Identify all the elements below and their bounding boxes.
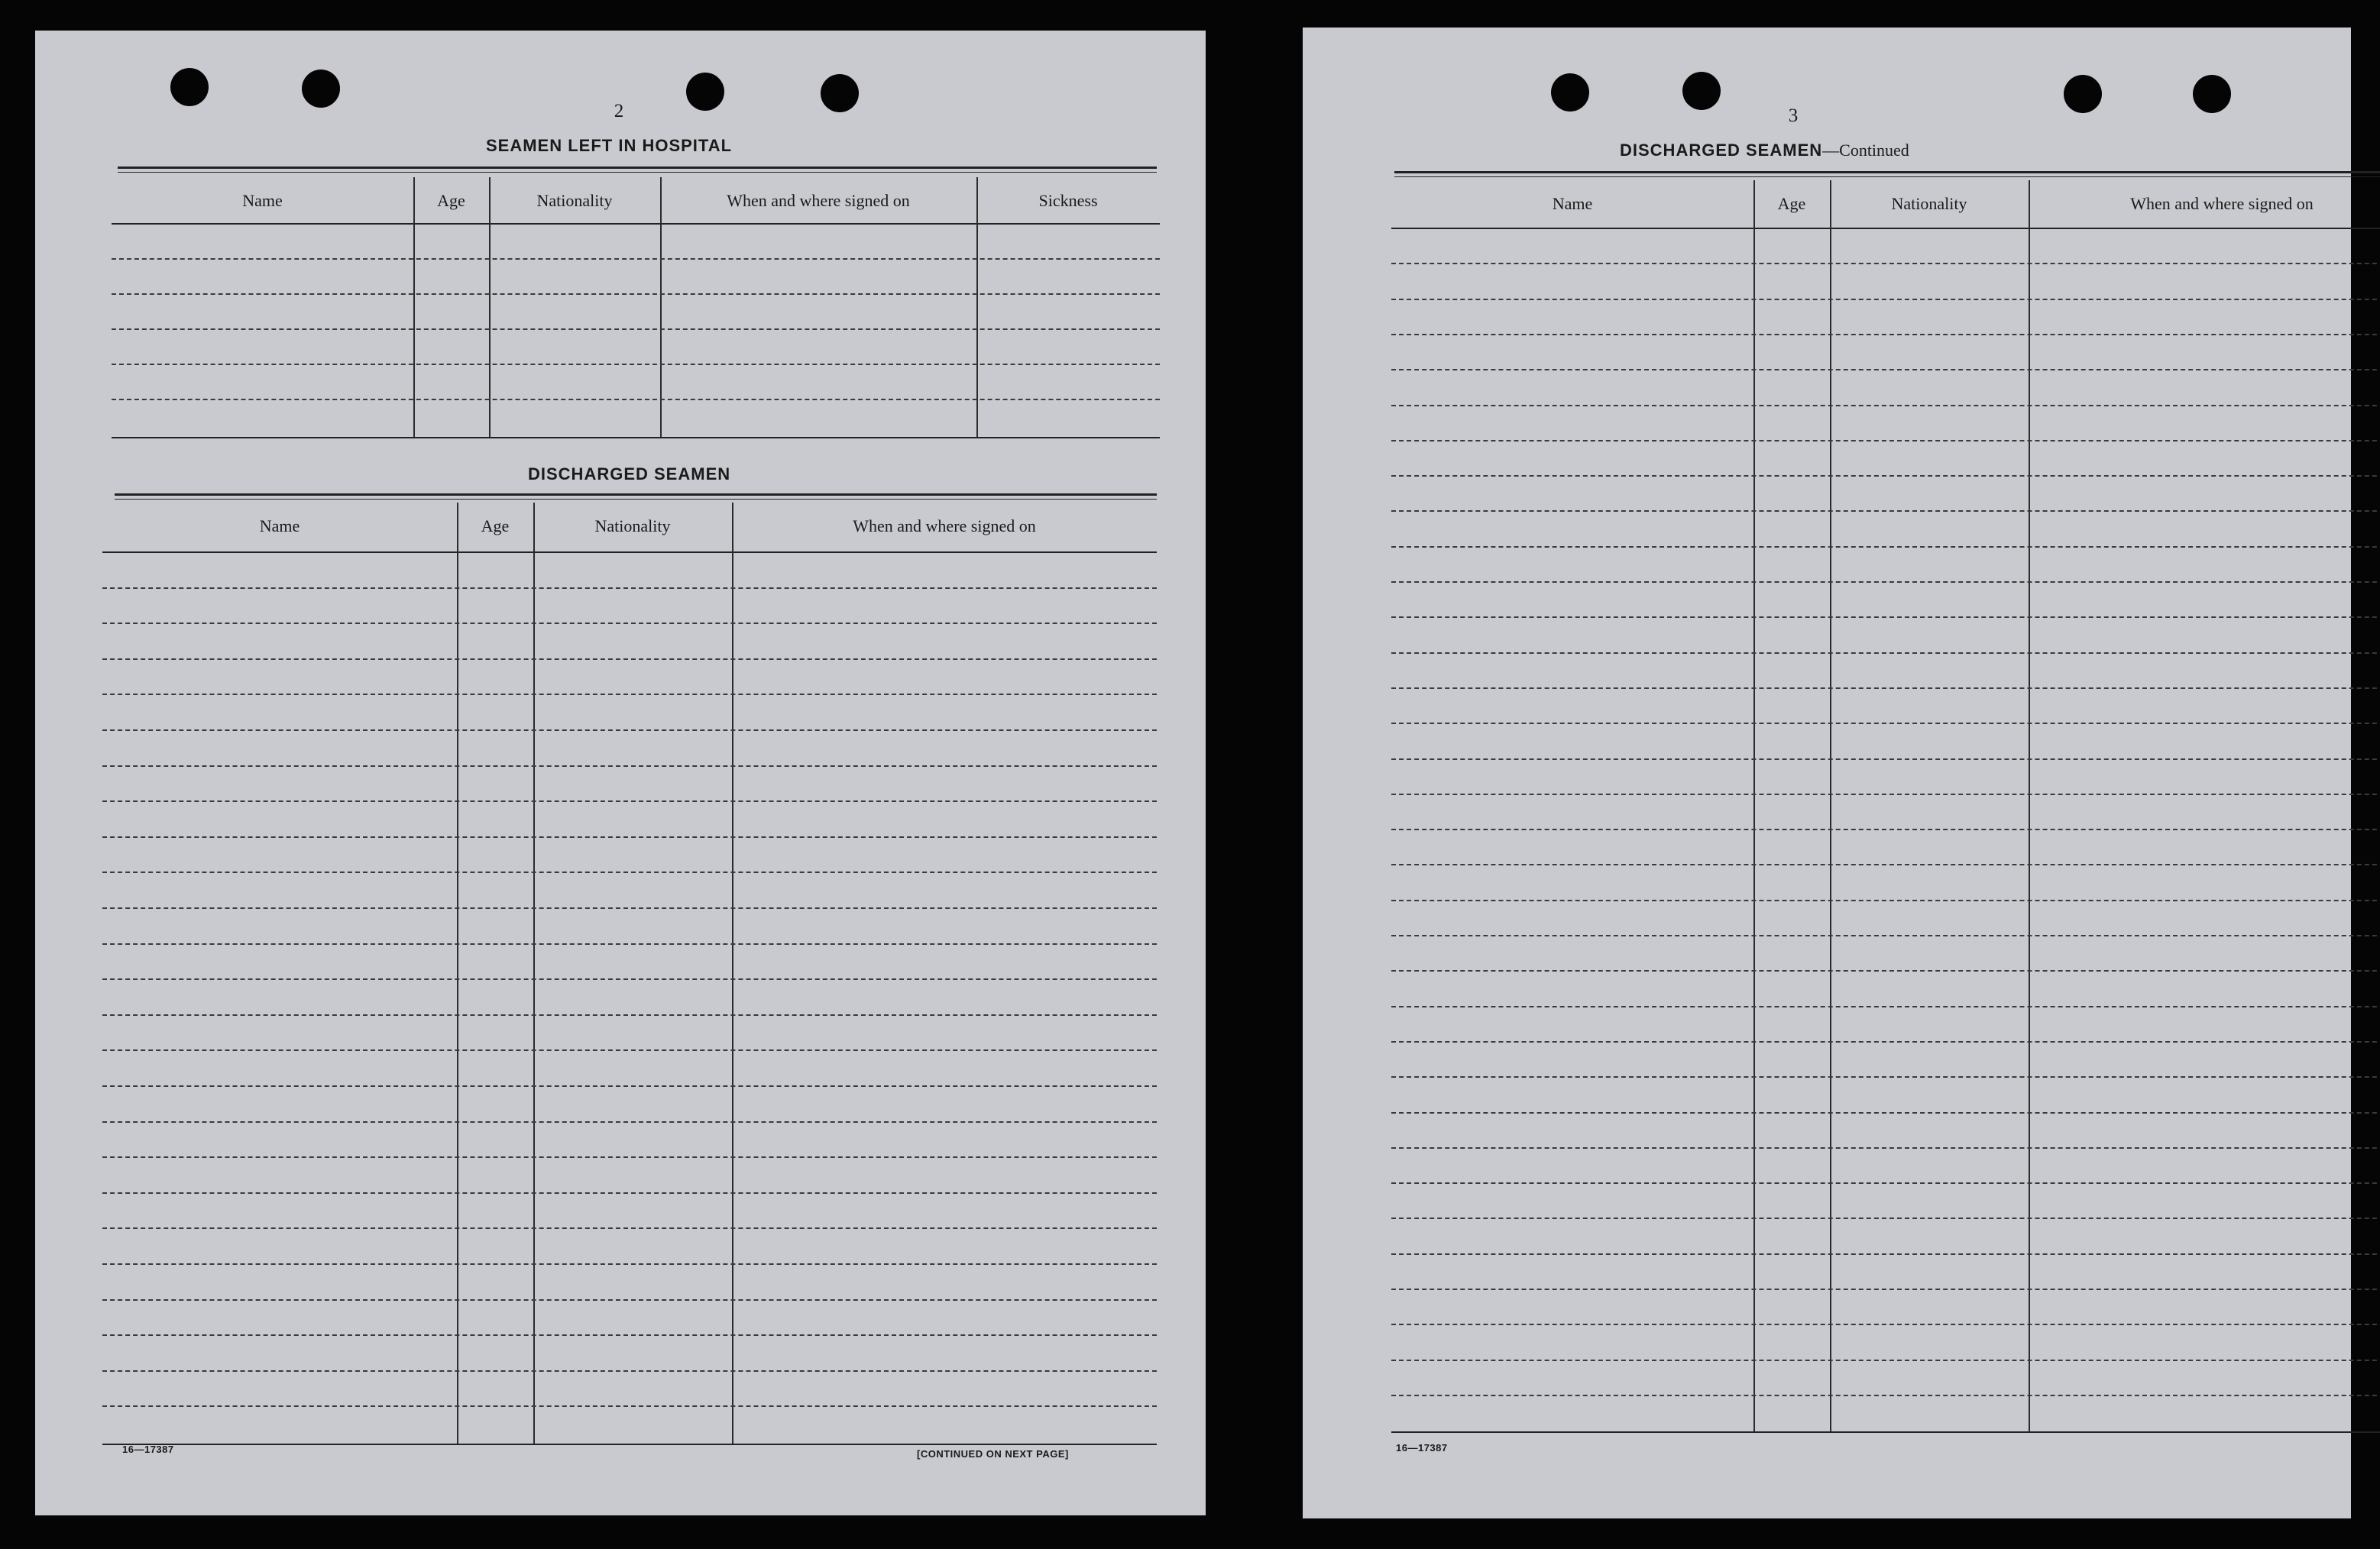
table-row[interactable] (1391, 864, 2380, 865)
table-row[interactable] (102, 694, 1157, 695)
discharged-section-title: DISCHARGED SEAMEN (528, 464, 731, 483)
column-divider (1753, 180, 1755, 1431)
table-row[interactable] (1391, 299, 2380, 300)
discharged-header-when-and-where-signed-on: When and where signed on (853, 516, 1036, 535)
column-divider (660, 177, 662, 437)
discharged-continued-header-nationality: Nationality (1891, 194, 1967, 213)
divider (118, 172, 1157, 173)
table-row[interactable] (102, 1334, 1157, 1336)
divider (1394, 176, 2380, 177)
table-row[interactable] (1391, 1112, 2380, 1114)
column-divider (2029, 180, 2030, 1431)
table-bottom-rule (1391, 1431, 2380, 1433)
table-row[interactable] (102, 1263, 1157, 1265)
discharged-continued-header-age: Age (1777, 194, 1806, 213)
divider (115, 493, 1157, 496)
table-row[interactable] (102, 907, 1157, 909)
discharged-continued-header-name: Name (1552, 194, 1593, 213)
table-bottom-rule (102, 1444, 1157, 1445)
table-row[interactable] (1391, 405, 2380, 406)
page-number: 2 (614, 101, 624, 121)
punch-hole (302, 70, 340, 108)
table-row[interactable] (1391, 1182, 2380, 1184)
table-row[interactable] (112, 293, 1160, 295)
table-row[interactable] (1391, 935, 2380, 936)
column-divider (1830, 180, 1831, 1431)
table-row[interactable] (102, 1121, 1157, 1123)
table-row[interactable] (1391, 546, 2380, 548)
table-row[interactable] (1391, 1006, 2380, 1007)
table-row[interactable] (1391, 758, 2380, 760)
punch-hole (821, 74, 859, 112)
hospital-header-when-and-where-signed-on: When and where signed on (727, 191, 910, 210)
table-row[interactable] (1391, 1324, 2380, 1325)
table-row[interactable] (102, 1014, 1157, 1016)
table-row[interactable] (102, 658, 1157, 660)
hospital-header-age: Age (437, 191, 465, 210)
divider (115, 499, 1157, 500)
table-row[interactable] (102, 1370, 1157, 1372)
hospital-header-name: Name (242, 191, 283, 210)
table-row[interactable] (1391, 900, 2380, 901)
column-divider (732, 503, 733, 1444)
column-divider (489, 177, 491, 437)
table-row[interactable] (112, 328, 1160, 330)
hospital-header-nationality: Nationality (536, 191, 613, 210)
header-underline (112, 223, 1160, 225)
column-divider (413, 177, 415, 437)
continued-section-title (1620, 141, 1909, 160)
table-row[interactable] (1391, 369, 2380, 370)
table-row[interactable] (102, 836, 1157, 838)
table-row[interactable] (1391, 263, 2380, 264)
table-row[interactable] (1391, 970, 2380, 972)
table-row[interactable] (1391, 723, 2380, 724)
table-row[interactable] (1391, 1076, 2380, 1078)
table-row[interactable] (112, 258, 1160, 260)
column-divider (457, 503, 458, 1444)
column-divider (533, 503, 535, 1444)
punch-hole (1682, 72, 1721, 110)
table-row[interactable] (1391, 334, 2380, 335)
table-row[interactable] (102, 1156, 1157, 1158)
table-row[interactable] (1391, 1395, 2380, 1396)
table-bottom-rule (112, 437, 1160, 438)
torn-edge (1206, 0, 1303, 53)
header-underline (1391, 228, 2380, 229)
table-row[interactable] (102, 729, 1157, 731)
table-row[interactable] (102, 623, 1157, 624)
right-page (1303, 27, 2351, 1518)
punch-hole (2064, 75, 2102, 113)
discharged-continued-header-when-and-where-signed-on: When and where signed on (2130, 194, 2314, 213)
table-row[interactable] (102, 978, 1157, 980)
table-row[interactable] (102, 765, 1157, 767)
table-row[interactable] (102, 800, 1157, 802)
column-divider (976, 177, 978, 437)
punch-hole (1551, 73, 1589, 112)
table-row[interactable] (102, 1085, 1157, 1087)
table-row[interactable] (102, 1299, 1157, 1301)
discharged-header-name: Name (259, 516, 300, 535)
table-row[interactable] (112, 364, 1160, 365)
table-row[interactable] (1391, 794, 2380, 795)
table-row[interactable] (1391, 1253, 2380, 1255)
divider (118, 167, 1157, 169)
punch-hole (2193, 75, 2231, 113)
table-row[interactable] (102, 1405, 1157, 1407)
table-row[interactable] (102, 587, 1157, 589)
title-main: DISCHARGED SEAMEN (1620, 141, 1823, 160)
table-row[interactable] (102, 1227, 1157, 1229)
title-suffix: —Continued (1822, 141, 1909, 160)
table-row[interactable] (1391, 1147, 2380, 1149)
punch-hole (170, 68, 209, 106)
table-row[interactable] (102, 1192, 1157, 1194)
table-row[interactable] (1391, 616, 2380, 618)
continued-note: [CONTINUED ON NEXT PAGE] (917, 1448, 1069, 1460)
table-row[interactable] (102, 872, 1157, 873)
table-row[interactable] (1391, 1289, 2380, 1290)
table-row[interactable] (112, 399, 1160, 400)
table-row[interactable] (1391, 1041, 2380, 1043)
table-row[interactable] (1391, 1360, 2380, 1361)
discharged-header-age: Age (481, 516, 510, 535)
header-underline (102, 551, 1157, 553)
left-page (35, 31, 1206, 1515)
form-number: 16—17387 (122, 1444, 174, 1455)
discharged-header-nationality: Nationality (594, 516, 671, 535)
table-row[interactable] (1391, 1218, 2380, 1219)
table-row[interactable] (1391, 652, 2380, 654)
table-row[interactable] (1391, 687, 2380, 689)
table-row[interactable] (1391, 510, 2380, 512)
form-number: 16—17387 (1396, 1442, 1448, 1454)
divider (1394, 171, 2380, 173)
hospital-header-sickness: Sickness (1038, 191, 1098, 210)
table-row[interactable] (1391, 829, 2380, 830)
table-row[interactable] (1391, 475, 2380, 477)
table-row[interactable] (102, 943, 1157, 945)
table-row[interactable] (102, 1049, 1157, 1051)
table-row[interactable] (1391, 440, 2380, 441)
page-number: 3 (1788, 105, 1799, 126)
table-row[interactable] (1391, 581, 2380, 583)
hospital-section-title: SEAMEN LEFT IN HOSPITAL (486, 136, 733, 155)
punch-hole (686, 73, 724, 111)
